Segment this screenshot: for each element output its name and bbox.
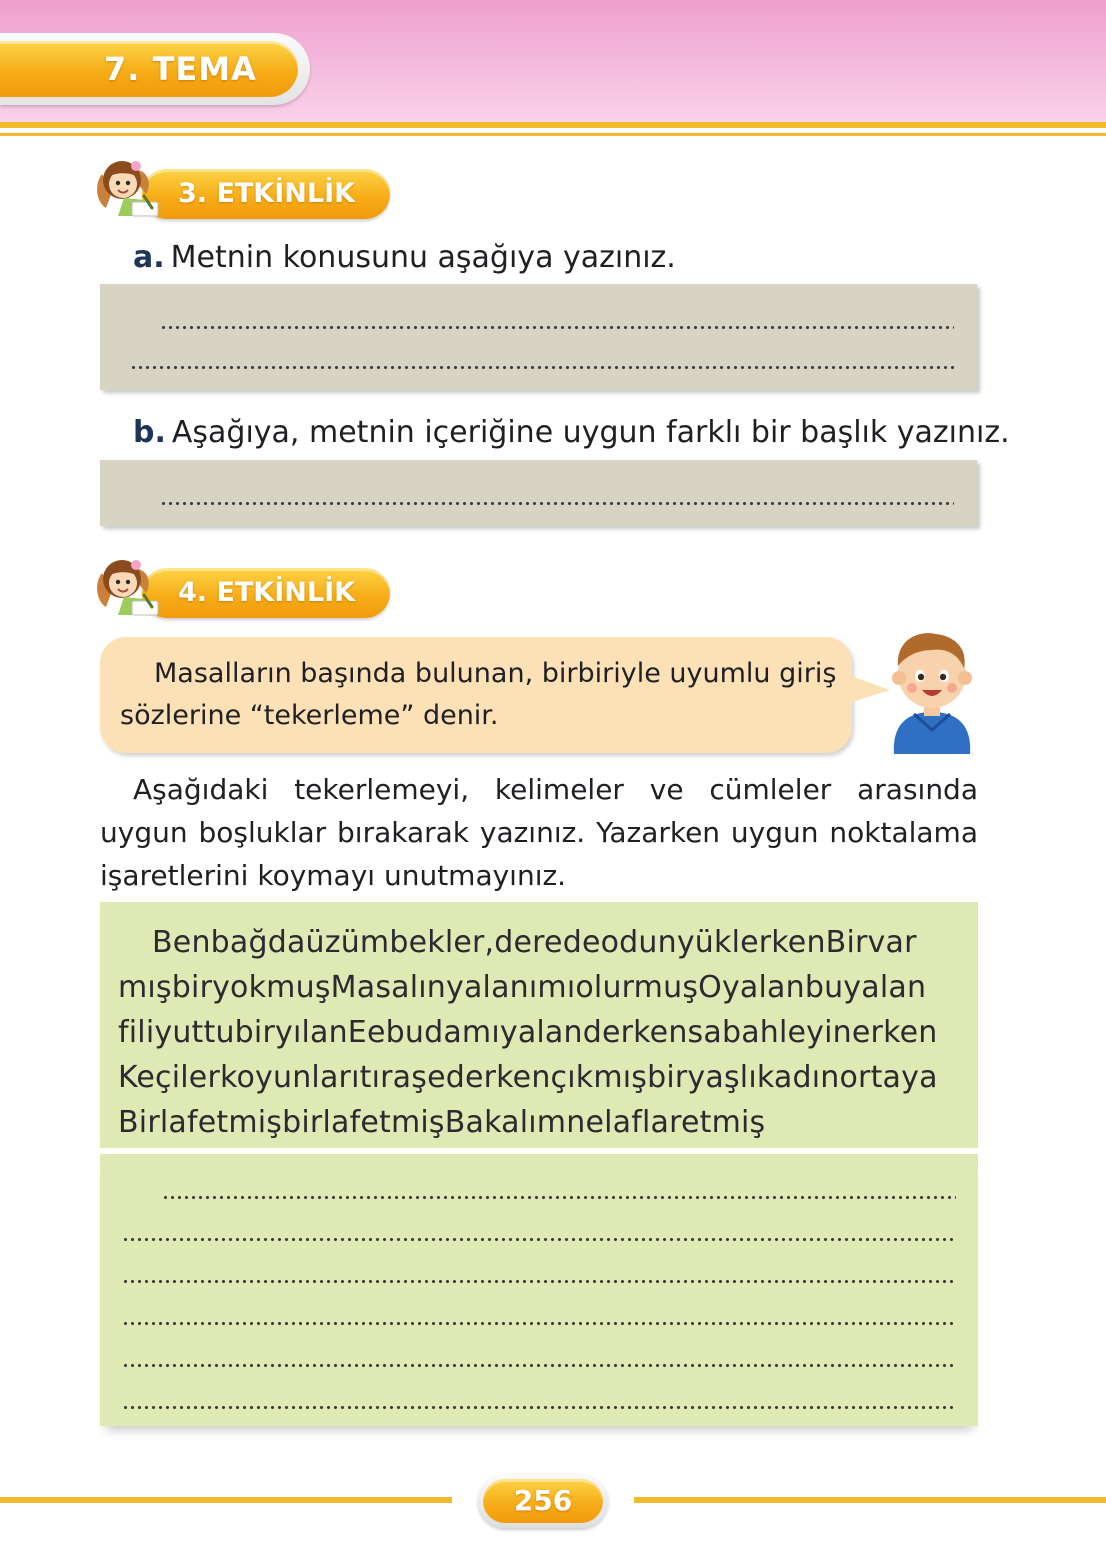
tekerleme-line: mışbiryokmuşMasalınyalanımıolurmuşOyalanbuyalan bbox=[118, 970, 927, 1005]
question-b-letter: b. bbox=[133, 415, 166, 450]
header-rule bbox=[0, 122, 1106, 128]
activity-4-title: 4. ETKİNLİK bbox=[178, 577, 356, 608]
tekerleme-text bbox=[118, 920, 966, 1145]
tekerleme-line: Benbağdaüzümbekler,deredeodunyüklerkenBirvar bbox=[152, 925, 917, 960]
footer-rule-left bbox=[0, 1497, 452, 1503]
activity-3-title: 3. ETKİNLİK bbox=[178, 178, 356, 209]
tekerleme-box bbox=[100, 902, 978, 1148]
boy-mascot-icon bbox=[884, 626, 980, 756]
answer-line[interactable] bbox=[130, 360, 954, 374]
writing-line[interactable] bbox=[162, 1190, 956, 1204]
girl-mascot-icon bbox=[88, 150, 168, 220]
page-number: 256 bbox=[483, 1479, 603, 1523]
question-a-text: Metnin konusunu aşağıya yazınız. bbox=[170, 240, 676, 275]
header-rule-thin bbox=[0, 133, 1106, 136]
tekerleme-line: BirlafetmişbirlafetmişBakalımnelaflaretmiş bbox=[118, 1105, 766, 1140]
question-b bbox=[133, 413, 1010, 453]
tekerleme-line: filiyuttubiryılanEebudamıyalanderkensabahleyinerken bbox=[118, 1015, 938, 1050]
tekerleme-line: Keçilerkoyunlarıtıraşederkençıkmışbiryaşlıkadınortaya bbox=[118, 1060, 938, 1095]
page-number-badge bbox=[478, 1474, 608, 1528]
answer-line[interactable] bbox=[160, 496, 954, 510]
girl-mascot-icon bbox=[88, 549, 168, 619]
theme-label: 7. TEMA bbox=[104, 50, 257, 88]
answer-line[interactable] bbox=[160, 320, 954, 334]
instruction-paragraph: Aşağıdaki tekerlemeyi, kelimeler ve cümleler arasında uygun boşluklar bırakarak yazınız. Yazarken uygun noktalama işaretlerini koymayı unutmayınız. bbox=[100, 773, 978, 892]
answer-box-b[interactable] bbox=[100, 460, 977, 526]
writing-line[interactable] bbox=[122, 1316, 956, 1330]
writing-line[interactable] bbox=[122, 1358, 956, 1372]
writing-line[interactable] bbox=[122, 1400, 956, 1414]
writing-line[interactable] bbox=[122, 1232, 956, 1246]
activity-3-badge bbox=[142, 169, 390, 219]
question-b-text: Aşağıya, metnin içeriğine uygun farklı bir başlık yazınız. bbox=[171, 415, 1010, 450]
question-a-letter: a. bbox=[133, 240, 165, 275]
question-a bbox=[133, 238, 676, 278]
writing-box[interactable] bbox=[100, 1154, 978, 1426]
bubble-text: Masalların başında bulunan, birbiriyle uyumlu giriş sözlerine “tekerleme” denir. bbox=[120, 658, 837, 731]
answer-box-a[interactable] bbox=[100, 284, 977, 390]
activity-4-badge bbox=[142, 568, 390, 618]
info-speech-bubble bbox=[100, 637, 852, 753]
writing-line[interactable] bbox=[122, 1274, 956, 1288]
footer-rule-right bbox=[634, 1497, 1106, 1503]
